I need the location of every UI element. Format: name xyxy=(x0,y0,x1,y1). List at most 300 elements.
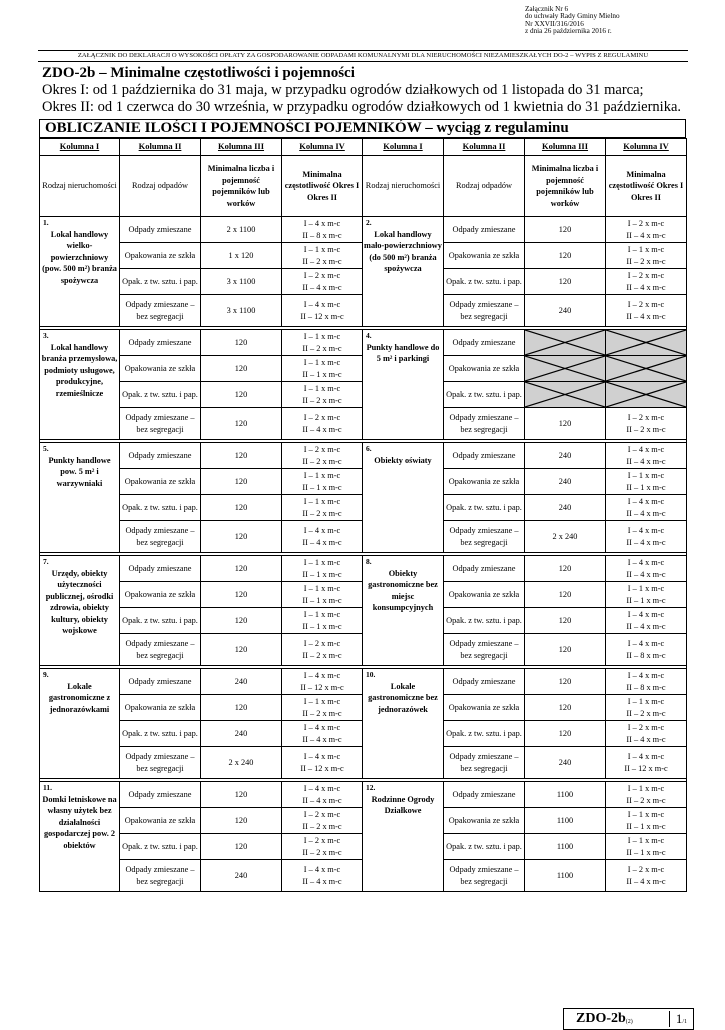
frequency-cell xyxy=(606,582,687,608)
table-row xyxy=(40,443,687,469)
capacity-cell: 120 xyxy=(525,408,606,440)
frequency-period-2: II – 4 x m-c xyxy=(302,282,342,292)
capacity-cell: 240 xyxy=(525,295,606,327)
waste-type-cell: Odpady zmieszane xyxy=(444,782,525,808)
frequency-period-2: II – 2 x m-c xyxy=(302,456,342,466)
waste-type-cell: Odpady zmieszane – bez segregacji xyxy=(120,634,201,666)
frequency-period-2: II – 4 x m-c xyxy=(626,230,666,240)
form-code: ZDO-2b xyxy=(576,1011,626,1026)
page-total: /1 xyxy=(682,1019,687,1025)
frequency-period-2: II – 1 x m-c xyxy=(302,569,342,579)
property-type-label: Obiekty gastronomiczne bez miejsc konsumpcyjnych xyxy=(368,568,438,612)
waste-type-cell: Opakowania ze szkła xyxy=(120,808,201,834)
frequency-period-2: II – 2 x m-c xyxy=(302,847,342,857)
frequency-cell xyxy=(606,695,687,721)
property-number: 11. xyxy=(43,783,52,792)
frequency-period-1: I – 1 x m-c xyxy=(303,697,341,706)
frequency-cell xyxy=(282,608,363,634)
frequency-period-1: I – 2 x m-c xyxy=(303,639,341,648)
frequency-cell xyxy=(282,495,363,521)
column-subheader: Minimalna częstotliwość Okres I Okres II xyxy=(282,156,363,217)
frequency-period-2: II – 4 x m-c xyxy=(626,456,666,466)
column-header: Kolumna IV xyxy=(606,139,687,156)
column-subheader: Rodzaj odpadów xyxy=(120,156,201,217)
waste-type-cell: Odpady zmieszane – bez segregacji xyxy=(444,521,525,553)
frequency-period-2: II – 4 x m-c xyxy=(626,621,666,631)
waste-type-cell: Opak. z tw. sztu. i pap. xyxy=(444,608,525,634)
frequency-period-1: I – 2 x m-c xyxy=(627,300,665,309)
frequency-cell xyxy=(606,408,687,440)
capacity-cell: 1100 xyxy=(525,860,606,892)
frequency-period-1: I – 4 x m-c xyxy=(627,526,665,535)
column-subheader: Rodzaj nieruchomości xyxy=(363,156,444,217)
frequency-cell xyxy=(282,521,363,553)
table-row xyxy=(40,217,687,243)
property-number: 5. xyxy=(43,444,49,453)
waste-type-cell: Odpady zmieszane – bez segregacji xyxy=(120,860,201,892)
frequency-period-1: I – 1 x m-c xyxy=(303,384,341,393)
frequency-period-2: II – 4 x m-c xyxy=(302,876,342,886)
column-subheader: Rodzaj odpadów xyxy=(444,156,525,217)
capacity-cell: 240 xyxy=(525,469,606,495)
frequency-cell xyxy=(606,808,687,834)
cross-mark-icon xyxy=(606,382,686,407)
frequency-period-2: II – 12 x m-c xyxy=(300,311,344,321)
frequency-period-2: II – 1 x m-c xyxy=(302,621,342,631)
waste-type-cell: Opak. z tw. sztu. i pap. xyxy=(120,608,201,634)
frequency-period-1: I – 1 x m-c xyxy=(303,358,341,367)
frequency-period-1: I – 1 x m-c xyxy=(303,332,341,341)
frequency-cell xyxy=(606,243,687,269)
frequency-cell xyxy=(282,217,363,243)
frequency-period-2: II – 4 x m-c xyxy=(626,311,666,321)
frequency-cell xyxy=(282,582,363,608)
table-row xyxy=(40,782,687,808)
frequency-cell xyxy=(606,495,687,521)
frequency-cell xyxy=(282,556,363,582)
waste-type-cell: Odpady zmieszane xyxy=(444,669,525,695)
frequency-cell xyxy=(282,634,363,666)
waste-type-cell: Opak. z tw. sztu. i pap. xyxy=(444,834,525,860)
capacity-cell: 120 xyxy=(201,782,282,808)
waste-type-cell: Opak. z tw. sztu. i pap. xyxy=(444,382,525,408)
form-code-sub: (2) xyxy=(625,1019,633,1025)
frequency-period-1: I – 2 x m-c xyxy=(303,413,341,422)
frequency-cell xyxy=(606,217,687,243)
frequency-period-2: II – 4 x m-c xyxy=(626,282,666,292)
property-type-label: Punkty handlowe do 5 m² i parkingi xyxy=(366,342,440,363)
frequency-cell xyxy=(606,556,687,582)
frequency-period-2: II – 4 x m-c xyxy=(302,424,342,434)
frequency-period-2: II – 2 x m-c xyxy=(626,708,666,718)
frequency-period-1: I – 4 x m-c xyxy=(303,300,341,309)
property-type-cell xyxy=(40,782,120,892)
frequency-cell xyxy=(282,356,363,382)
frequency-period-2: II – 2 x m-c xyxy=(302,821,342,831)
frequency-period-1: I – 2 x m-c xyxy=(303,836,341,845)
frequency-period-1: I – 4 x m-c xyxy=(627,497,665,506)
waste-type-cell: Odpady zmieszane xyxy=(120,782,201,808)
frequency-period-1: I – 2 x m-c xyxy=(627,219,665,228)
not-applicable-cell xyxy=(525,356,606,382)
frequency-period-1: I – 2 x m-c xyxy=(303,810,341,819)
waste-type-cell: Odpady zmieszane xyxy=(120,669,201,695)
waste-type-cell: Odpady zmieszane – bez segregacji xyxy=(120,295,201,327)
property-number: 1. xyxy=(43,218,49,227)
capacity-cell: 240 xyxy=(525,747,606,779)
frequency-cell xyxy=(606,469,687,495)
property-type-cell xyxy=(363,443,444,553)
frequency-cell xyxy=(606,782,687,808)
column-subheader: Minimalna częstotliwość Okres I Okres II xyxy=(606,156,687,217)
waste-type-cell: Opak. z tw. sztu. i pap. xyxy=(120,834,201,860)
frequency-cell xyxy=(282,382,363,408)
not-applicable-cell xyxy=(606,330,687,356)
waste-type-cell: Opak. z tw. sztu. i pap. xyxy=(120,495,201,521)
property-number: 4. xyxy=(366,331,372,340)
property-type-label: Domki letniskowe na własny użytek bez działalności gospodarczej pow. 2 obiektów xyxy=(42,794,117,850)
capacity-cell: 1100 xyxy=(525,782,606,808)
capacity-cell: 120 xyxy=(525,582,606,608)
property-type-label: Urzędy, obiekty użyteczności publicznej, ośrodki zdrowia, obiekty kultury, obiekty wojskowe xyxy=(45,568,114,635)
capacity-cell: 1100 xyxy=(525,834,606,860)
property-type-label: Lokal handlowy mało-powierzchniowy (do 500 m²) branża spożywcza xyxy=(364,229,442,273)
frequency-period-2: II – 2 x m-c xyxy=(626,795,666,805)
frequency-period-1: I – 1 x m-c xyxy=(627,810,665,819)
frequency-period-1: I – 1 x m-c xyxy=(627,784,665,793)
not-applicable-cell xyxy=(606,356,687,382)
frequency-cell xyxy=(282,669,363,695)
cross-mark-icon xyxy=(606,356,686,381)
not-applicable-cell xyxy=(525,382,606,408)
frequency-cell xyxy=(282,782,363,808)
property-number: 6. xyxy=(366,444,372,453)
property-type-cell xyxy=(363,330,444,440)
frequency-cell xyxy=(606,834,687,860)
frequency-period-2: II – 1 x m-c xyxy=(626,821,666,831)
frequency-cell xyxy=(282,834,363,860)
property-number: 3. xyxy=(43,331,49,340)
frequency-period-2: II – 12 x m-c xyxy=(624,763,668,773)
containers-table xyxy=(39,138,687,892)
column-header: Kolumna IV xyxy=(282,139,363,156)
frequency-period-2: II – 4 x m-c xyxy=(302,795,342,805)
frequency-period-2: II – 2 x m-c xyxy=(302,343,342,353)
capacity-cell: 120 xyxy=(201,330,282,356)
frequency-period-1: I – 1 x m-c xyxy=(303,558,341,567)
frequency-period-1: I – 4 x m-c xyxy=(303,784,341,793)
frequency-period-2: II – 2 x m-c xyxy=(626,424,666,434)
capacity-cell: 120 xyxy=(525,217,606,243)
frequency-period-2: II – 4 x m-c xyxy=(302,734,342,744)
frequency-cell xyxy=(606,608,687,634)
waste-type-cell: Odpady zmieszane xyxy=(120,330,201,356)
frequency-period-2: II – 4 x m-c xyxy=(626,734,666,744)
frequency-period-2: II – 2 x m-c xyxy=(302,708,342,718)
property-type-cell xyxy=(363,782,444,892)
divider xyxy=(38,50,688,51)
frequency-period-2: II – 4 x m-c xyxy=(626,876,666,886)
waste-type-cell: Odpady zmieszane xyxy=(444,556,525,582)
frequency-cell xyxy=(606,443,687,469)
waste-type-cell: Opak. z tw. sztu. i pap. xyxy=(444,495,525,521)
capacity-cell: 120 xyxy=(201,634,282,666)
frequency-period-1: I – 1 x m-c xyxy=(627,245,665,254)
frequency-period-2: II – 8 x m-c xyxy=(626,650,666,660)
frequency-period-2: II – 2 x m-c xyxy=(302,508,342,518)
page-title: ZDO-2b – Minimalne częstotliwości i pojemności xyxy=(42,65,355,81)
column-subheader: Minimalna liczba i pojemność pojemników lub worków xyxy=(201,156,282,217)
waste-type-cell: Odpady zmieszane xyxy=(444,217,525,243)
property-number: 2. xyxy=(366,218,372,227)
frequency-period-1: I – 4 x m-c xyxy=(627,639,665,648)
waste-type-cell: Opakowania ze szkła xyxy=(444,356,525,382)
frequency-cell xyxy=(282,747,363,779)
capacity-cell: 120 xyxy=(525,634,606,666)
frequency-period-1: I – 4 x m-c xyxy=(627,558,665,567)
frequency-period-2: II – 4 x m-c xyxy=(302,537,342,547)
column-header: Kolumna III xyxy=(525,139,606,156)
waste-type-cell: Odpady zmieszane – bez segregacji xyxy=(120,408,201,440)
frequency-period-2: II – 1 x m-c xyxy=(626,482,666,492)
waste-type-cell: Odpady zmieszane – bez segregacji xyxy=(444,860,525,892)
property-type-label: Lokale gastronomiczne z jednorazówkami xyxy=(48,681,111,714)
not-applicable-cell xyxy=(606,382,687,408)
frequency-period-1: I – 4 x m-c xyxy=(303,865,341,874)
property-number: 7. xyxy=(43,557,49,566)
waste-type-cell: Opakowania ze szkła xyxy=(444,243,525,269)
divider xyxy=(38,61,688,62)
property-type-label: Lokal handlowy wielko-powierzchniowy (pow. 500 m²) branża spożywcza xyxy=(42,229,117,285)
capacity-cell: 240 xyxy=(201,860,282,892)
column-header: Kolumna I xyxy=(40,139,120,156)
capacity-cell: 240 xyxy=(525,495,606,521)
frequency-cell xyxy=(606,269,687,295)
property-type-cell xyxy=(363,556,444,666)
frequency-period-1: I – 4 x m-c xyxy=(627,610,665,619)
capacity-cell: 3 x 1100 xyxy=(201,295,282,327)
frequency-period-1: I – 4 x m-c xyxy=(303,671,341,680)
capacity-cell: 240 xyxy=(201,721,282,747)
capacity-cell: 120 xyxy=(525,669,606,695)
waste-type-cell: Odpady zmieszane – bez segregacji xyxy=(120,747,201,779)
waste-type-cell: Odpady zmieszane – bez segregacji xyxy=(444,295,525,327)
annex-note xyxy=(525,6,620,36)
frequency-period-1: I – 2 x m-c xyxy=(627,413,665,422)
period-2-text: Okres II: od 1 czerwca do 30 września, w przypadku ogrodów działkowych od 1 kwietnia do 31 października. xyxy=(42,99,681,115)
property-type-cell xyxy=(363,669,444,779)
frequency-cell xyxy=(606,721,687,747)
waste-type-cell: Opak. z tw. sztu. i pap. xyxy=(120,382,201,408)
frequency-period-2: II – 2 x m-c xyxy=(302,256,342,266)
capacity-cell: 120 xyxy=(201,495,282,521)
waste-type-cell: Odpady zmieszane – bez segregacji xyxy=(444,634,525,666)
property-number: 8. xyxy=(366,557,372,566)
annex-line: do uchwały Rady Gminy Mielno xyxy=(525,12,620,21)
frequency-period-1: I – 2 x m-c xyxy=(303,445,341,454)
property-type-label: Rodzinne Ogrody Działkowe xyxy=(371,794,435,815)
property-type-label: Lokale gastronomiczne bez jednorazówek xyxy=(368,681,438,714)
frequency-cell xyxy=(606,747,687,779)
capacity-cell: 120 xyxy=(201,695,282,721)
frequency-cell xyxy=(282,243,363,269)
waste-type-cell: Opakowania ze szkła xyxy=(120,582,201,608)
frequency-cell xyxy=(282,269,363,295)
waste-type-cell: Opak. z tw. sztu. i pap. xyxy=(120,721,201,747)
frequency-period-2: II – 12 x m-c xyxy=(300,682,344,692)
frequency-period-2: II – 4 x m-c xyxy=(626,508,666,518)
capacity-cell: 120 xyxy=(201,834,282,860)
frequency-period-2: II – 2 x m-c xyxy=(626,256,666,266)
capacity-cell: 1 x 120 xyxy=(201,243,282,269)
frequency-cell xyxy=(282,469,363,495)
waste-type-cell: Opakowania ze szkła xyxy=(120,243,201,269)
cross-mark-icon xyxy=(606,330,686,355)
capacity-cell: 120 xyxy=(201,469,282,495)
waste-type-cell: Odpady zmieszane xyxy=(444,330,525,356)
waste-type-cell: Opakowania ze szkła xyxy=(444,582,525,608)
property-type-cell xyxy=(40,556,120,666)
frequency-period-1: I – 4 x m-c xyxy=(627,671,665,680)
frequency-period-2: II – 2 x m-c xyxy=(302,650,342,660)
frequency-cell xyxy=(282,295,363,327)
property-type-cell xyxy=(40,669,120,779)
frequency-period-1: I – 1 x m-c xyxy=(627,471,665,480)
waste-type-cell: Opak. z tw. sztu. i pap. xyxy=(444,721,525,747)
capacity-cell: 120 xyxy=(525,243,606,269)
cross-mark-icon xyxy=(525,356,605,381)
capacity-cell: 1100 xyxy=(525,808,606,834)
frequency-cell xyxy=(606,295,687,327)
frequency-cell xyxy=(282,808,363,834)
frequency-period-1: I – 1 x m-c xyxy=(303,610,341,619)
frequency-cell xyxy=(282,860,363,892)
waste-type-cell: Opak. z tw. sztu. i pap. xyxy=(444,269,525,295)
property-type-label: Lokal handlowy branża przemysłowa, podmioty usługowe, produkcyjne, rzemieślnicze xyxy=(41,342,118,398)
frequency-period-1: I – 1 x m-c xyxy=(303,497,341,506)
capacity-cell: 120 xyxy=(201,608,282,634)
capacity-cell: 120 xyxy=(201,582,282,608)
waste-type-cell: Odpady zmieszane xyxy=(120,443,201,469)
frequency-cell xyxy=(282,330,363,356)
capacity-cell: 2 x 1100 xyxy=(201,217,282,243)
capacity-cell: 120 xyxy=(201,808,282,834)
frequency-period-2: II – 2 x m-c xyxy=(302,395,342,405)
frequency-period-1: I – 2 x m-c xyxy=(627,865,665,874)
frequency-period-1: I – 1 x m-c xyxy=(303,471,341,480)
property-number: 10. xyxy=(366,670,376,679)
table-row xyxy=(40,669,687,695)
waste-type-cell: Odpady zmieszane – bez segregacji xyxy=(120,521,201,553)
frequency-cell xyxy=(606,860,687,892)
capacity-cell: 240 xyxy=(201,669,282,695)
capacity-cell: 2 x 240 xyxy=(201,747,282,779)
annex-line: Nr XXVII/316/2016 xyxy=(525,19,584,28)
frequency-period-1: I – 1 x m-c xyxy=(627,836,665,845)
capacity-cell: 120 xyxy=(201,521,282,553)
waste-type-cell: Odpady zmieszane xyxy=(120,556,201,582)
frequency-period-2: II – 1 x m-c xyxy=(302,482,342,492)
frequency-period-2: II – 1 x m-c xyxy=(302,369,342,379)
property-type-cell xyxy=(363,217,444,327)
cross-mark-icon xyxy=(525,330,605,355)
waste-type-cell: Opakowania ze szkła xyxy=(120,695,201,721)
cross-mark-icon xyxy=(525,382,605,407)
waste-type-cell: Opakowania ze szkła xyxy=(444,695,525,721)
frequency-period-2: II – 12 x m-c xyxy=(300,763,344,773)
form-code-box xyxy=(563,1008,694,1030)
capacity-cell: 120 xyxy=(201,443,282,469)
capacity-cell: 2 x 240 xyxy=(525,521,606,553)
capacity-cell: 120 xyxy=(201,408,282,440)
top-caption: ZAŁĄCZNIK DO DEKLARACJI O WYSOKOŚCI OPŁATY ZA GOSPODAROWANIE ODPADAMI KOMUNALNYMI DLA NIERUCHOMOŚCI NIEZAMIESZKAŁYCH DO-2 – WYPIS Z REGULAMINU xyxy=(77,52,649,59)
frequency-period-1: I – 2 x m-c xyxy=(627,723,665,732)
property-type-cell xyxy=(40,443,120,553)
capacity-cell: 120 xyxy=(201,556,282,582)
page-number xyxy=(669,1011,687,1027)
capacity-cell: 3 x 1100 xyxy=(201,269,282,295)
capacity-cell: 120 xyxy=(525,608,606,634)
property-type-cell xyxy=(40,330,120,440)
column-header: Kolumna III xyxy=(201,139,282,156)
frequency-period-2: II – 8 x m-c xyxy=(626,682,666,692)
frequency-cell xyxy=(606,669,687,695)
waste-type-cell: Odpady zmieszane xyxy=(444,443,525,469)
capacity-cell: 120 xyxy=(201,356,282,382)
frequency-period-2: II – 4 x m-c xyxy=(626,537,666,547)
waste-type-cell: Opakowania ze szkła xyxy=(444,469,525,495)
property-type-label: Punkty handlowe pow. 5 m² i warzywniaki xyxy=(48,455,111,488)
frequency-period-1: I – 1 x m-c xyxy=(627,584,665,593)
frequency-period-2: II – 1 x m-c xyxy=(302,595,342,605)
frequency-period-1: I – 1 x m-c xyxy=(627,697,665,706)
frequency-period-1: I – 1 x m-c xyxy=(303,245,341,254)
frequency-period-2: II – 4 x m-c xyxy=(626,569,666,579)
column-subheader: Minimalna liczba i pojemność pojemników lub worków xyxy=(525,156,606,217)
waste-type-cell: Opak. z tw. sztu. i pap. xyxy=(120,269,201,295)
property-type-label: Obiekty oświaty xyxy=(374,455,432,465)
frequency-period-1: I – 2 x m-c xyxy=(303,271,341,280)
frequency-period-1: I – 4 x m-c xyxy=(303,219,341,228)
frequency-period-1: I – 4 x m-c xyxy=(303,723,341,732)
annex-line: Załącznik Nr 6 xyxy=(525,5,569,13)
table-row xyxy=(40,330,687,356)
frequency-period-2: II – 8 x m-c xyxy=(302,230,342,240)
frequency-period-1: I – 4 x m-c xyxy=(303,752,341,761)
column-subheader: Rodzaj nieruchomości xyxy=(40,156,120,217)
waste-type-cell: Opakowania ze szkła xyxy=(444,808,525,834)
frequency-period-1: I – 4 x m-c xyxy=(627,752,665,761)
property-number: 12. xyxy=(366,783,376,792)
capacity-cell: 120 xyxy=(201,382,282,408)
period-1-text: Okres I: od 1 października do 31 maja, w przypadku ogrodów działkowych od 1 listopada do 31 marca; xyxy=(42,82,644,98)
frequency-cell xyxy=(606,634,687,666)
frequency-cell xyxy=(282,408,363,440)
property-number: 9. xyxy=(43,670,49,679)
column-header: Kolumna II xyxy=(120,139,201,156)
waste-type-cell: Odpady zmieszane – bez segregacji xyxy=(444,747,525,779)
column-header: Kolumna I xyxy=(363,139,444,156)
frequency-period-2: II – 1 x m-c xyxy=(626,847,666,857)
not-applicable-cell xyxy=(525,330,606,356)
frequency-period-2: II – 1 x m-c xyxy=(626,595,666,605)
frequency-period-1: I – 4 x m-c xyxy=(627,445,665,454)
frequency-cell xyxy=(282,443,363,469)
column-header: Kolumna II xyxy=(444,139,525,156)
annex-line: z dnia 26 października 2016 r. xyxy=(525,27,612,36)
waste-type-cell: Odpady zmieszane – bez segregacji xyxy=(444,408,525,440)
frequency-period-1: I – 1 x m-c xyxy=(303,584,341,593)
